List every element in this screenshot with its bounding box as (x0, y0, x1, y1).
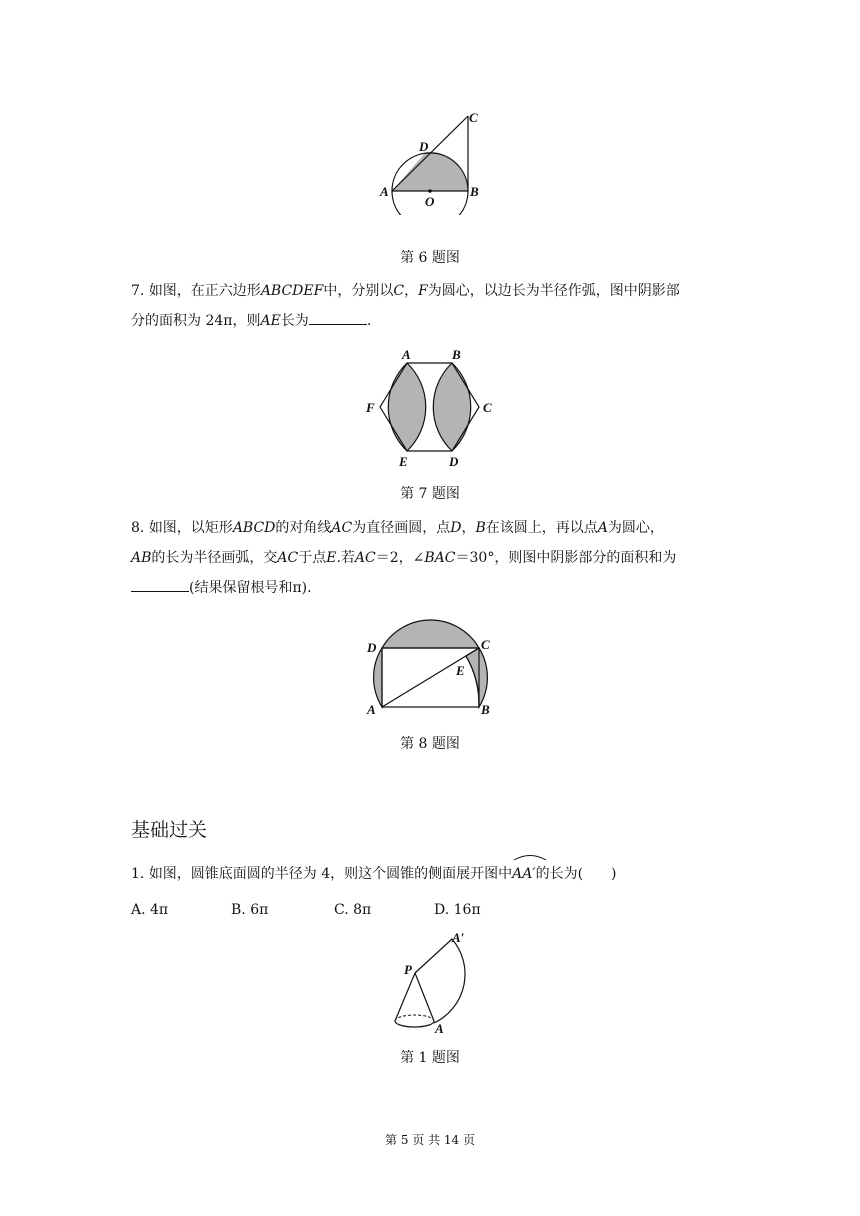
label-e: E (399, 454, 408, 469)
sector-arc (415, 939, 465, 1023)
choice-a[interactable]: A. 4π (131, 902, 169, 918)
q8-abcd: ABCD (232, 520, 276, 536)
q7-poly: ABCDEF (260, 283, 324, 299)
q8-t2: 的对角线 (275, 520, 332, 536)
label-o: O (425, 194, 435, 209)
label-a: A (380, 184, 389, 199)
q8-ac3: AC (354, 550, 376, 566)
question-1 (131, 859, 741, 889)
label-a-prime: A′ (452, 930, 465, 945)
q7-f: F (418, 283, 428, 299)
choices (131, 902, 631, 922)
choice-b[interactable]: B. 6π (231, 902, 269, 918)
label-b: B (470, 184, 479, 199)
q8-t3: 为直径画圆，点 (352, 520, 451, 536)
label-c: C (469, 110, 478, 125)
cone-left-side (395, 973, 415, 1021)
label-a: A (402, 347, 411, 362)
label-a: A (435, 1021, 444, 1036)
answer-blank[interactable] (309, 310, 367, 325)
q7-text-c: 为圆心，以边长为半径作弧，图中阴影部 (427, 283, 680, 299)
q8-number: 8. (131, 520, 145, 536)
arc-label: AA′ (512, 866, 536, 882)
arc-notation (512, 859, 535, 889)
label-e: E (456, 663, 465, 678)
q7-text-b: 中，分别以 (323, 283, 394, 299)
q8-t1: 如图，以矩形 (148, 520, 233, 536)
q7-c: C (393, 283, 405, 299)
base-front (395, 1021, 434, 1027)
q8-t11: ＝30°，则图中阴影部分的面积和为 (455, 550, 677, 566)
q1-text-b: 的长为( ) (535, 866, 617, 882)
q8-t6: 为圆心， (607, 520, 664, 536)
q7-number: 7. (131, 283, 145, 299)
lens-right (433, 363, 471, 451)
base-back (395, 1015, 434, 1021)
shaded-region-fig6 (392, 152, 468, 191)
q8-t4: ， (461, 520, 476, 536)
q8-t5: 在该圆上，再以点 (485, 520, 598, 536)
q7-text-a: 如图，在正六边形 (148, 283, 261, 299)
label-a: A (367, 702, 376, 717)
q7-text-e: 长为 (280, 313, 309, 329)
q8-a: A (597, 520, 608, 536)
q7-text-f: . (366, 313, 372, 329)
q8-ac2: AC (277, 550, 299, 566)
q8-b: B (475, 520, 486, 536)
figure-6 (370, 105, 490, 215)
caption-fig1: 第 1 题图 (400, 1050, 460, 1066)
figure-7 (362, 346, 502, 474)
label-b: B (452, 347, 461, 362)
q1-text-a: 如图，圆锥底面圆的半径为 4，则这个圆锥的侧面展开图中 (148, 866, 513, 882)
label-d: D (367, 640, 377, 655)
question-7 (131, 276, 741, 336)
q8-e: E (326, 550, 337, 566)
caption-fig8: 第 8 题图 (400, 736, 460, 752)
caption-fig7: 第 7 题图 (400, 486, 460, 502)
figure-1 (388, 927, 488, 1037)
lens-left (388, 363, 426, 451)
cone-right-side (415, 973, 434, 1021)
choice-c[interactable]: C. 8π (334, 902, 372, 918)
label-f: F (366, 400, 375, 415)
q7-text-d: 分的面积为 24π，则 (131, 313, 261, 329)
page-footer: 第 5 页 共 14 页 (385, 1133, 475, 1147)
label-d: D (449, 454, 459, 469)
label-b: B (481, 702, 490, 717)
label-d: D (419, 139, 429, 154)
figure-8 (362, 616, 502, 720)
region-right (466, 648, 487, 707)
q1-number: 1. (131, 866, 145, 882)
q8-bac: BAC (424, 550, 456, 566)
q8-t9: .若 (336, 550, 355, 566)
q8-ab: AB (131, 550, 152, 566)
segment-left (374, 648, 382, 707)
q8-t8: 于点 (298, 550, 327, 566)
q8-ac1: AC (331, 520, 353, 536)
q8-t12: (结果保留根号和π). (189, 580, 312, 596)
label-c: C (481, 637, 490, 652)
center-dot (428, 189, 432, 193)
q8-t10: ＝2，∠ (375, 550, 425, 566)
question-8 (131, 513, 741, 603)
answer-blank[interactable] (131, 577, 189, 592)
label-p: P (404, 962, 412, 977)
section-title: 基础过关 (131, 819, 208, 841)
q8-t7: 的长为半径画弧，交 (151, 550, 278, 566)
segment-top (382, 620, 479, 648)
label-c: C (483, 400, 492, 415)
q7-sep: ， (404, 283, 419, 299)
caption-fig6: 第 6 题图 (400, 250, 460, 266)
choice-d[interactable]: D. 16π (434, 902, 481, 918)
q8-d: D (450, 520, 462, 536)
q7-ae: AE (260, 313, 281, 329)
